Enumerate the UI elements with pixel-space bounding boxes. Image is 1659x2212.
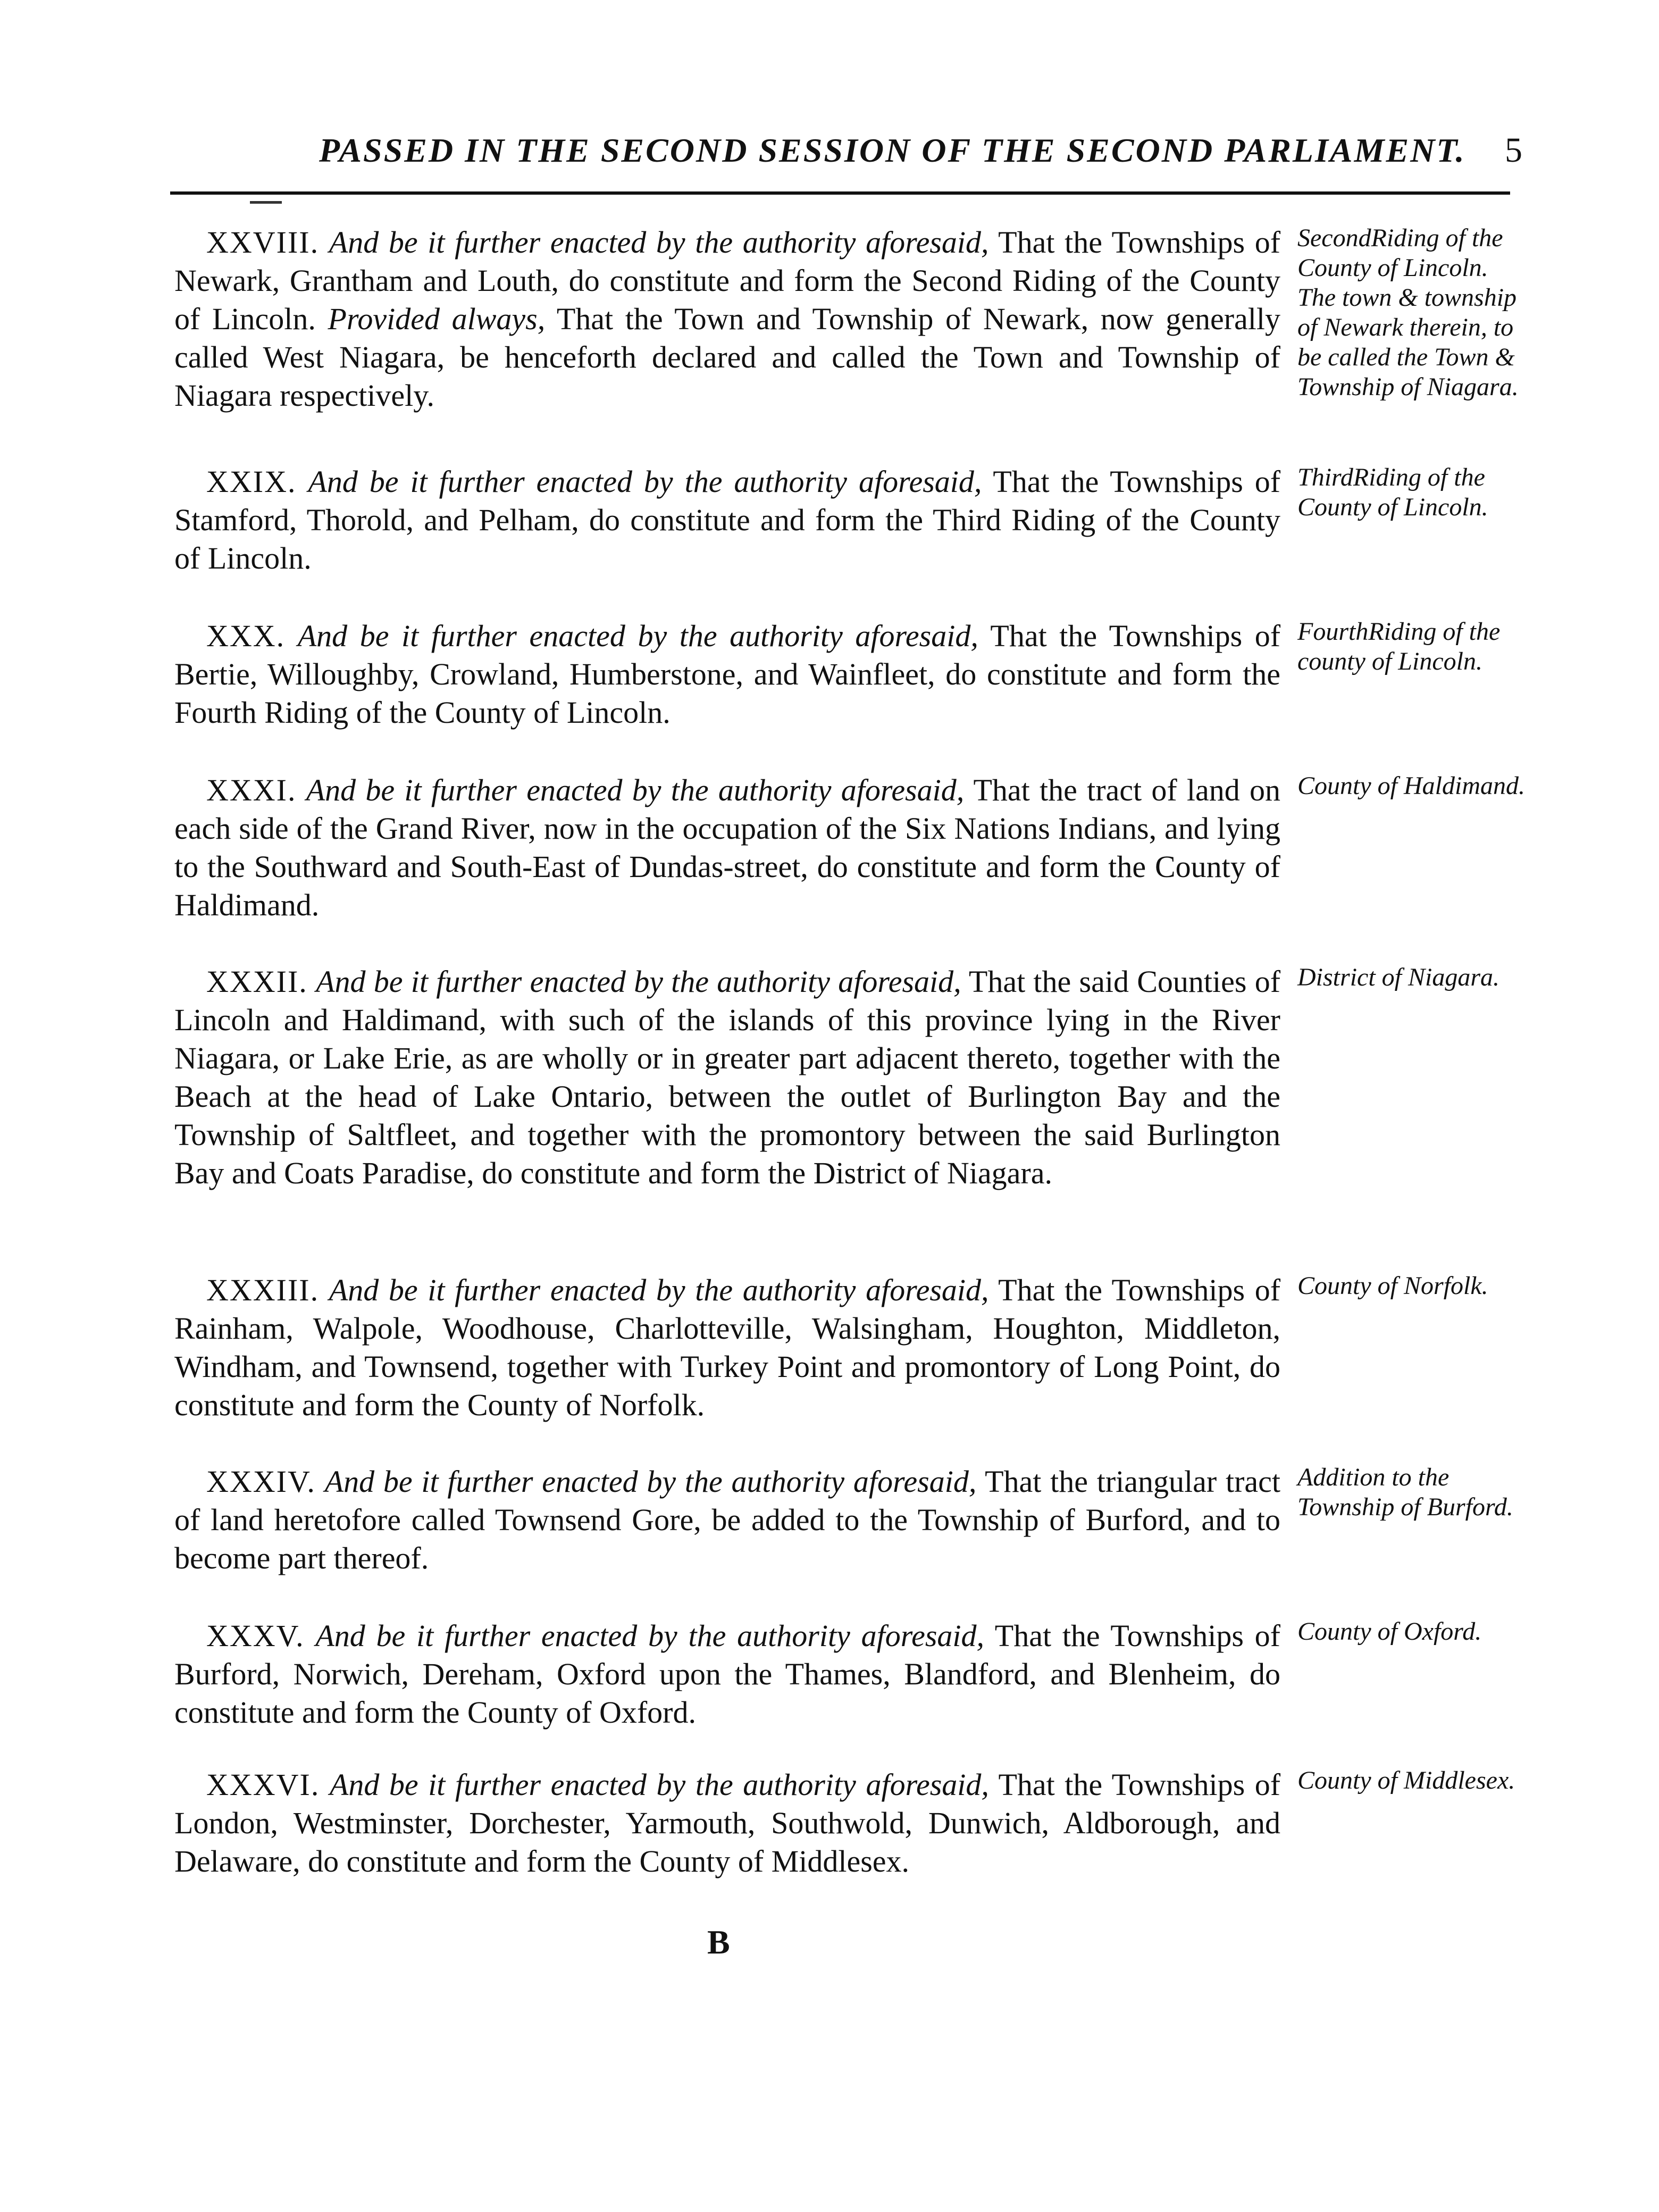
marginal-note: County of Norfolk. <box>1297 1272 1488 1300</box>
section-text <box>174 223 1280 415</box>
section-body: That the Townships of Rainham, Walpole, Woodhouse, Charlotteville, Walsingham, Houghton, Middleton, Windham, and Townsend, together with Turkey Point and promontory of Long Point, do constitute and form the County of Norfolk. <box>174 1273 1281 1422</box>
header-rule-mark <box>250 201 282 204</box>
section-number: XXXIII. <box>206 1273 320 1307</box>
marginal-note: County of Oxford. <box>1297 1617 1482 1646</box>
enacting-clause: And be it further enacted by the authority aforesaid, <box>306 773 965 807</box>
marginal-note: District of Niagara. <box>1297 963 1500 991</box>
section-text <box>174 617 1280 732</box>
running-head <box>0 121 1659 180</box>
running-title: PASSED IN THE SECOND SESSION OF THE SECOND PARLIAMENT. <box>319 131 1466 169</box>
section-number: XXXII. <box>206 964 308 999</box>
page-number: 5 <box>1505 131 1522 170</box>
enacting-clause: And be it further enacted by the authority aforesaid, <box>308 464 982 499</box>
section-number: XXVIII. <box>206 225 320 260</box>
enacting-clause: And be it further enacted by the authority aforesaid, <box>315 1618 985 1653</box>
signature-mark: B <box>707 1923 730 1961</box>
section-number: XXXV. <box>206 1618 305 1653</box>
section-body: That the Townships of Stamford, Thorold, and Pelham, do constitute and form the Third Riding of the County of Lincoln. <box>174 464 1281 575</box>
proviso-label: Provided always, <box>328 302 546 336</box>
section-text <box>174 963 1280 1192</box>
section-text <box>174 1463 1280 1577</box>
section-body: That the Townships of Newark, Grantham and Louth, do constitute and form the Second Riding of the County of Lincoln. <box>174 225 1281 336</box>
marginal-note: County of Haldimand. <box>1297 772 1525 800</box>
section-text <box>174 771 1280 924</box>
enacting-clause: And be it further enacted by the authority aforesaid, <box>297 619 978 653</box>
section-body: That the Townships of Burford, Norwich, Dereham, Oxford upon the Thames, Blandford, and Blenheim, do constitute and form the County of Oxford. <box>174 1618 1280 1730</box>
section-number: XXXI. <box>206 773 297 807</box>
marginal-note: FourthRiding of the county of Lincoln. <box>1297 617 1501 675</box>
section-number: XXXIV. <box>206 1464 316 1499</box>
section-body: That the Townships of London, Westminster, Dorchester, Yarmouth, Southwold, Dunwich, Aldborough, and Delaware, do constitute and form the County of Middlesex. <box>174 1767 1281 1879</box>
section-text <box>174 1766 1280 1881</box>
enacting-clause: And be it further enacted by the authority aforesaid, <box>329 225 989 260</box>
section-number: XXX. <box>206 619 286 653</box>
section-body: That the tract of land on each side of the Grand River, now in the occupation of the Six Nations Indians, and lying to the Southward and South-East of Dundas-street, do constitute and form the County of Haldimand. <box>174 773 1281 922</box>
proviso-text: That the Town and Township of Newark, now generally called West Niagara, be henceforth declared and called the Town and Township of Niagara respectively. <box>174 302 1281 413</box>
marginal-note: SecondRiding of the County of Lincoln. The town & township of Newark therein, to be called the Town & Township of Niagara. <box>1297 224 1519 401</box>
marginal-note: Addition to the Township of Burford. <box>1297 1463 1513 1521</box>
enacting-clause: And be it further enacted by the authority aforesaid, <box>324 1464 977 1499</box>
enacting-clause: And be it further enacted by the authority aforesaid, <box>329 1273 989 1307</box>
section-text <box>174 1617 1280 1732</box>
marginal-note: ThirdRiding of the County of Lincoln. <box>1297 463 1488 521</box>
section-body: That the said Counties of Lincoln and Haldimand, with such of the islands of this province lying in the River Niagara, or Lake Erie, as are wholly or in greater part adjacent thereto, together with the Beach at the head of Lake Ontario, between the outlet of Burlington Bay and the Township of Saltfleet, and together with the promontory between the said Burlington Bay and Coats Paradise, do constitute and form the District of Niagara. <box>174 964 1281 1190</box>
section-body: That the Townships of Bertie, Willoughby, Crowland, Humberstone, and Wainfleet, do constitute and form the Fourth Riding of the County of Lincoln. <box>174 619 1281 730</box>
header-rule <box>170 191 1510 195</box>
section-number: XXIX. <box>206 464 297 499</box>
section-text <box>174 1271 1280 1424</box>
section-body: That the triangular tract of land heretofore called Townsend Gore, be added to the Township of Burford, and to become part thereof. <box>174 1464 1281 1575</box>
enacting-clause: And be it further enacted by the authority aforesaid, <box>329 1767 989 1802</box>
section-text <box>174 463 1280 578</box>
enacting-clause: And be it further enacted by the authority aforesaid, <box>316 964 961 999</box>
section-number: XXXVI. <box>206 1767 320 1802</box>
marginal-note: County of Middlesex. <box>1297 1766 1515 1794</box>
